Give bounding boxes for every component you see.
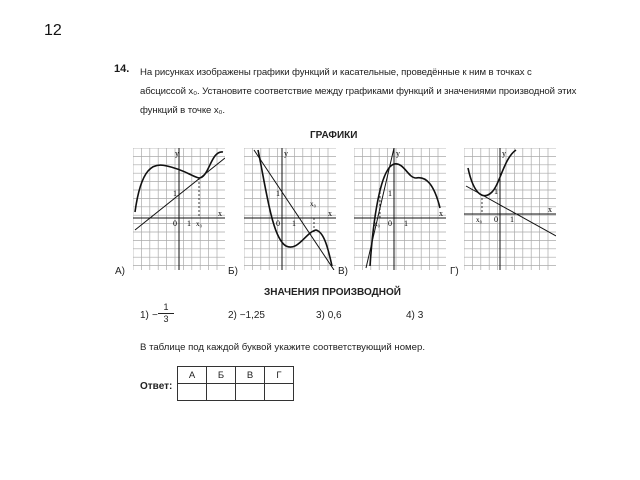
task-number: 14. — [114, 63, 130, 75]
value-2-text: −1,25 — [239, 310, 265, 321]
graph-v-grid — [354, 148, 446, 270]
graph-b-axis-y-label: y — [284, 149, 288, 158]
graph-v-origin: 0 — [388, 219, 392, 228]
graph-b-letter: Б) — [228, 266, 238, 277]
value-option-4 — [406, 310, 423, 321]
graph-b-plot — [244, 148, 336, 270]
derivative-values — [140, 302, 480, 332]
graph-g-tick-one-x: 1 — [510, 215, 514, 224]
graph-g-letter: Г) — [450, 266, 459, 277]
answer-header-a: А — [178, 367, 207, 384]
values-title: ЗНАЧЕНИЯ ПРОИЗВОДНОЙ — [264, 287, 401, 298]
graph-b-tick-one-x: 1 — [292, 219, 296, 228]
value-1-sign: − — [152, 310, 158, 321]
graphs-title: ГРАФИКИ — [310, 130, 358, 141]
answer-label: Ответ: — [140, 381, 173, 392]
graph-a-axis-y-label: y — [175, 149, 179, 158]
graph-v-axis-y-label: y — [396, 149, 400, 158]
value-1-numerator: 1 — [158, 302, 174, 314]
graph-v-axis-x-label: x — [439, 209, 443, 218]
graph-v — [338, 148, 446, 277]
value-1-denominator: 3 — [163, 314, 169, 324]
answer-cell-g[interactable] — [265, 384, 294, 401]
answer-header-row — [178, 367, 294, 384]
graph-a-tangent-line — [135, 158, 225, 230]
graph-a-origin: 0 — [173, 219, 177, 228]
value-option-3 — [316, 310, 342, 321]
graph-b-x0-label: x₀ — [310, 200, 316, 208]
value-1-index: 1) — [140, 310, 149, 321]
graph-g-x0-label: x₀ — [476, 216, 482, 224]
instruction-text: В таблице под каждой буквой укажите соответствующий номер. — [140, 342, 425, 353]
answer-header-g: Г — [265, 367, 294, 384]
task-statement: На рисунках изображены графики функций и касательные, проведённые к ним в точках с абсциссой x₀. Установите соответствие между графиками функций и значениями производной этих функций в точке x₀. — [140, 67, 577, 116]
answer-cell-v[interactable] — [236, 384, 265, 401]
graph-v-tick-one-y: 1 — [388, 189, 392, 198]
graph-g-origin: 0 — [494, 215, 498, 224]
graph-g-grid — [464, 148, 556, 270]
value-option-2 — [228, 310, 265, 321]
graph-g-axis-x-label: x — [548, 205, 552, 214]
graph-v-letter: В) — [338, 266, 348, 277]
slide-number: 12 — [44, 22, 62, 39]
answer-cell-b[interactable] — [207, 384, 236, 401]
graph-v-x0-label: x₀ — [374, 220, 380, 228]
graph-v-tick-one-x: 1 — [404, 219, 408, 228]
answer-header-v: В — [236, 367, 265, 384]
graph-a-x0-label: x₀ — [196, 220, 202, 228]
graph-g-tick-one-y: 1 — [494, 187, 498, 196]
graph-b-tick-one-y: 1 — [276, 189, 280, 198]
graph-b — [228, 148, 336, 277]
value-1-fraction — [158, 302, 174, 325]
graph-a-tick-one-y: 1 — [173, 189, 177, 198]
value-3-text: 0,6 — [327, 310, 342, 321]
graph-a-tick-one-x: 1 — [187, 219, 191, 228]
graph-g — [450, 148, 556, 277]
graph-v-plot — [354, 148, 446, 270]
answer-input-row — [178, 384, 294, 401]
graph-b-axis-x-label: x — [328, 209, 332, 218]
graph-a-plot — [133, 148, 225, 270]
graph-a-axis-x-label: x — [218, 209, 222, 218]
answer-table — [177, 366, 294, 401]
value-option-1 — [140, 302, 169, 324]
value-3-index: 3) — [316, 310, 325, 321]
value-2-index: 2) — [228, 310, 237, 321]
answer-header-b: Б — [207, 367, 236, 384]
answer-cell-a[interactable] — [178, 384, 207, 401]
graph-b-origin: 0 — [276, 219, 280, 228]
graph-a — [115, 148, 225, 277]
graph-g-tangent-line — [466, 186, 556, 236]
graph-a-letter: А) — [115, 266, 125, 277]
value-4-text: 3 — [417, 310, 424, 321]
value-4-index: 4) — [406, 310, 415, 321]
graph-g-function-curve — [468, 150, 516, 196]
graph-g-axis-y-label: y — [502, 149, 506, 158]
graph-b-tangent-line — [254, 150, 334, 270]
graph-g-plot — [464, 148, 556, 270]
